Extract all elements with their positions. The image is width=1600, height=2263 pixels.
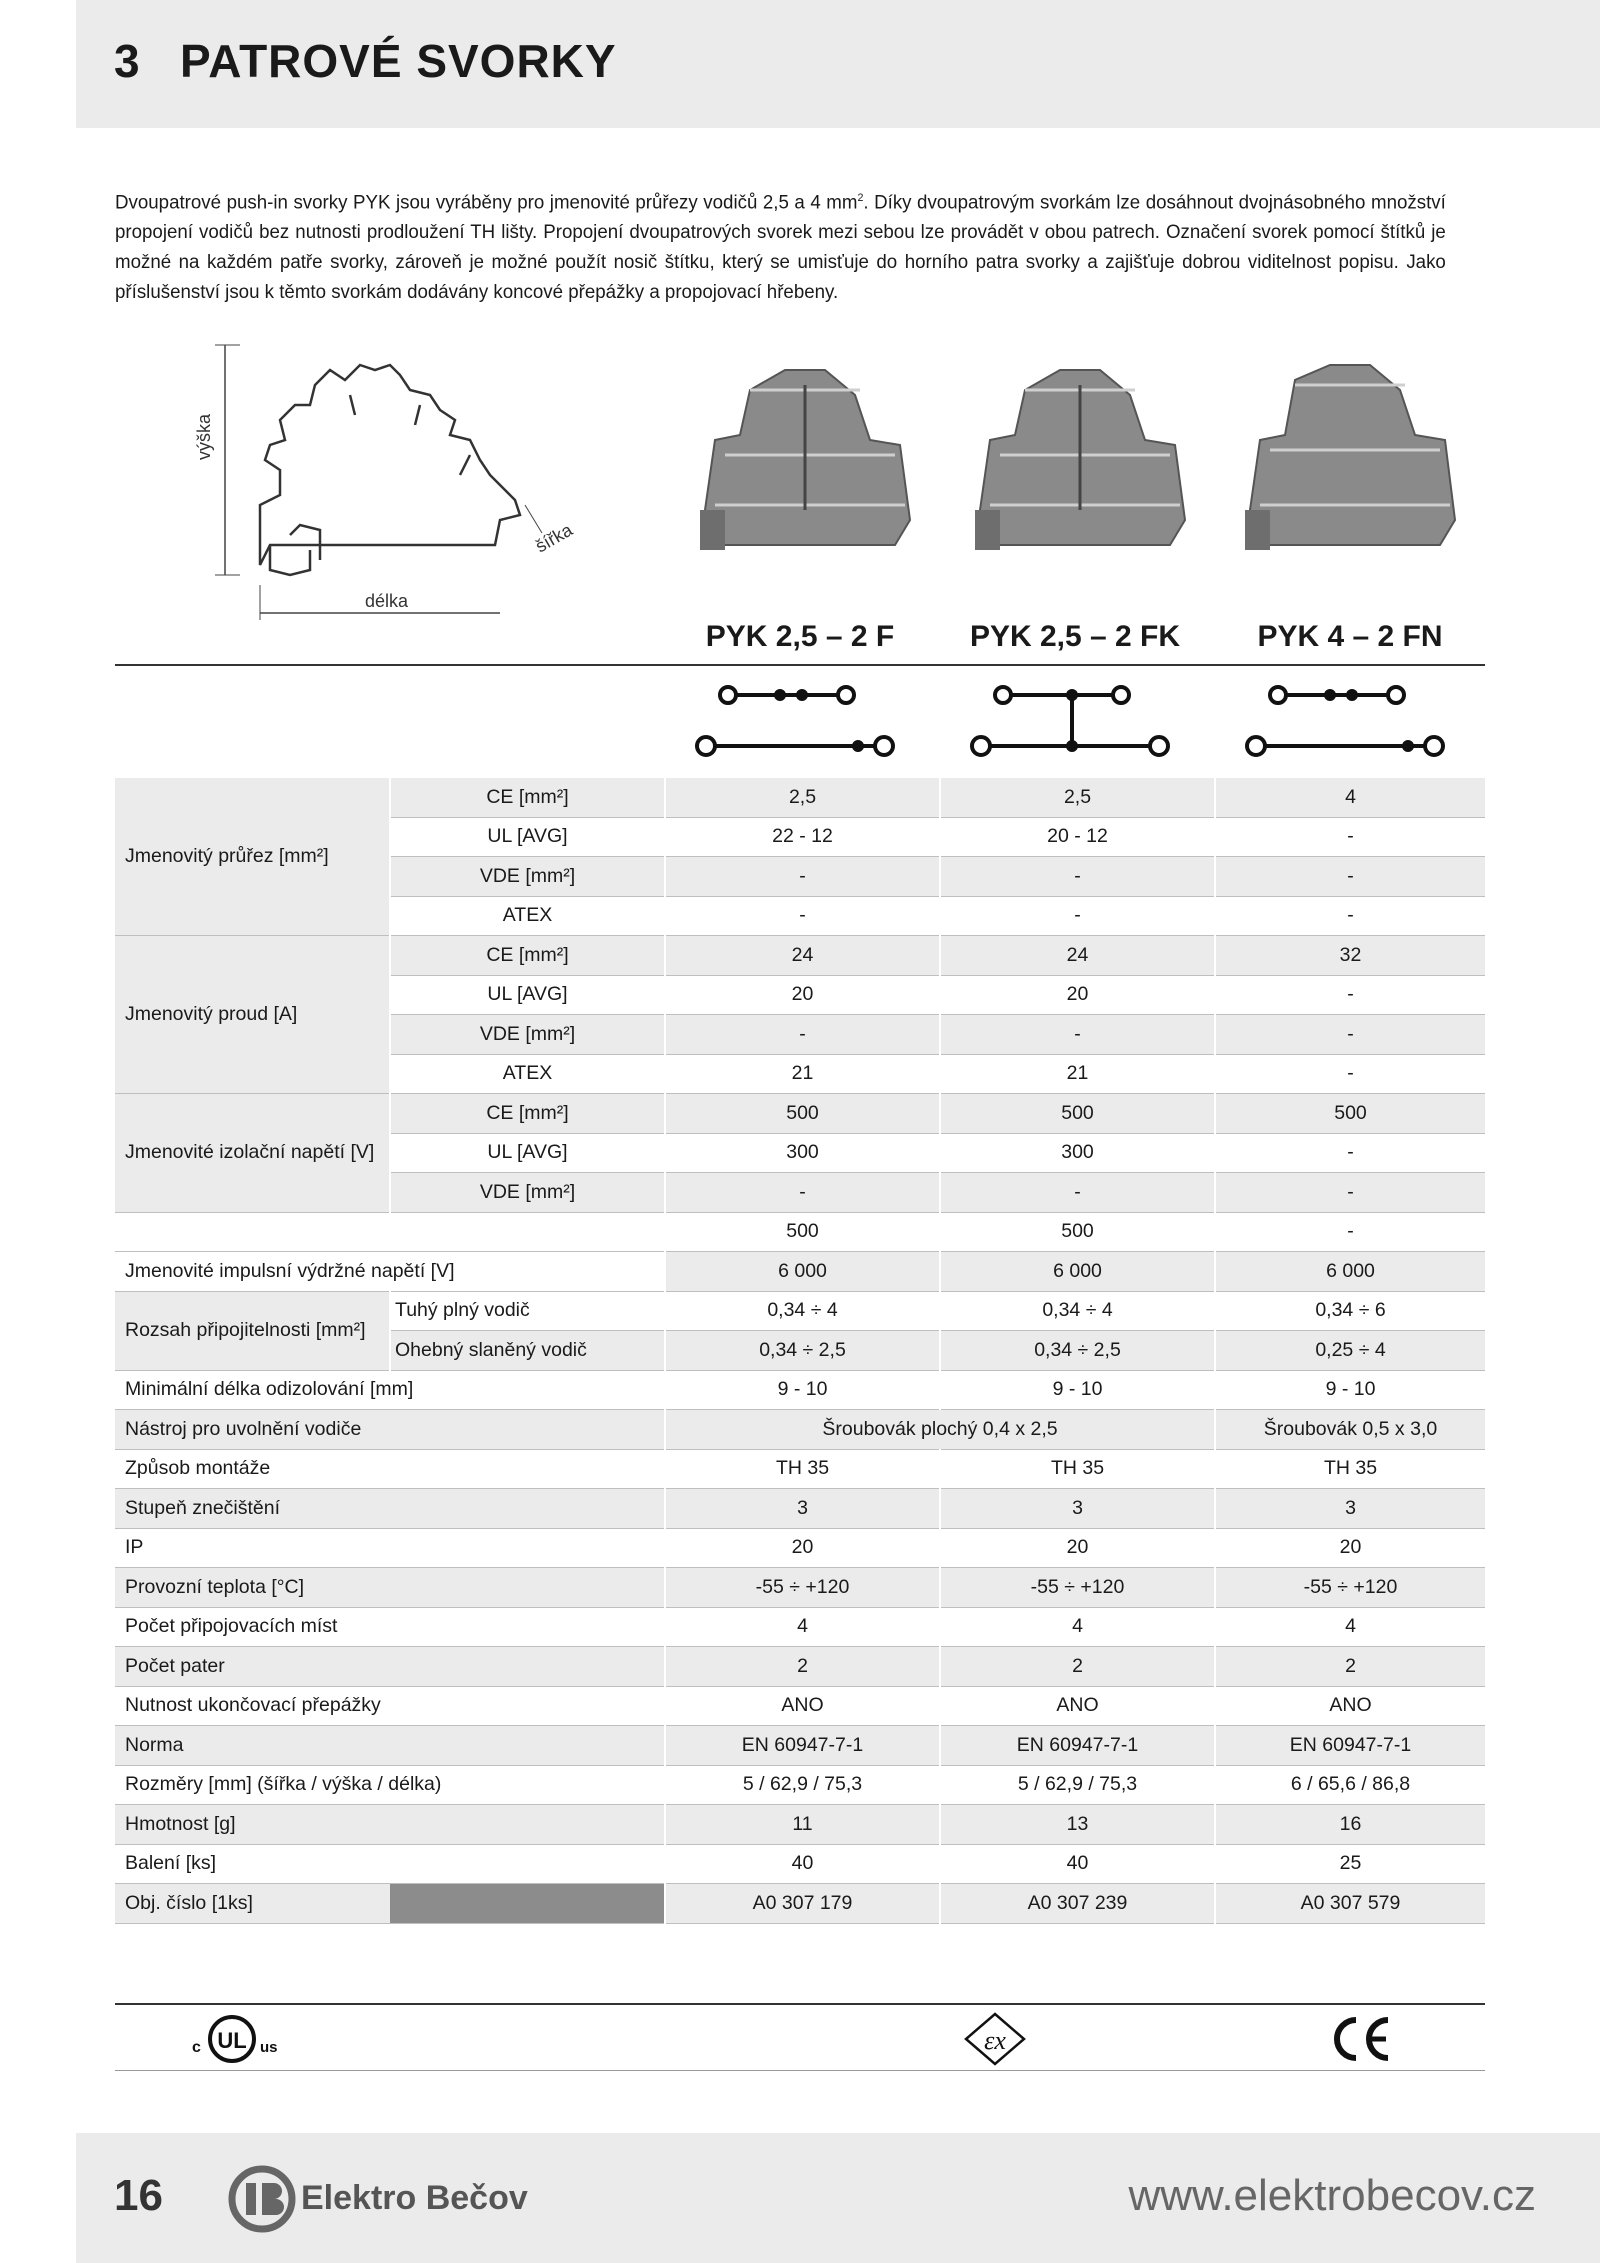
- sub-label: VDE [mm²]: [390, 1173, 665, 1213]
- cell: 20 - 12: [940, 817, 1215, 857]
- header-rule: [115, 664, 1485, 666]
- row-label: Hmotnost [g]: [115, 1805, 665, 1845]
- cell: 2: [1215, 1647, 1485, 1687]
- cell: 300: [665, 1133, 940, 1173]
- cell: 21: [940, 1054, 1215, 1094]
- table-row: [115, 1805, 1485, 1845]
- sub-label: VDE [mm²]: [390, 1015, 665, 1055]
- cell: A0 307 239: [940, 1884, 1215, 1924]
- cell: 4: [665, 1607, 940, 1647]
- cell: 500: [665, 1094, 940, 1134]
- cell: 20: [665, 975, 940, 1015]
- cell: 500: [665, 1212, 940, 1252]
- cell: 4: [1215, 778, 1485, 817]
- sub-label: ATEX: [390, 896, 665, 936]
- cert-rule-bottom: [115, 2070, 1485, 2071]
- spec-table: [115, 778, 1485, 1924]
- dimension-drawing: [170, 335, 590, 625]
- cell: 40: [665, 1844, 940, 1884]
- cell: -55 ÷ +120: [1215, 1568, 1485, 1608]
- cell: 25: [1215, 1844, 1485, 1884]
- sub-label: Tuhý plný vodič: [390, 1291, 665, 1331]
- blank-cell: [115, 1212, 390, 1252]
- cell: A0 307 179: [665, 1884, 940, 1924]
- cell: 300: [940, 1133, 1215, 1173]
- cell: 21: [665, 1054, 940, 1094]
- cell: -: [1215, 1133, 1485, 1173]
- cell: -: [665, 857, 940, 897]
- cell: 40: [940, 1844, 1215, 1884]
- sub-label: CE [mm²]: [390, 778, 665, 817]
- cell: 0,34 ÷ 2,5: [940, 1331, 1215, 1371]
- cell: 16: [1215, 1805, 1485, 1845]
- section-title: PATROVÉ SVORKY: [180, 35, 617, 87]
- cell: 9 - 10: [1215, 1370, 1485, 1410]
- row-label: Minimální délka odizolování [mm]: [115, 1370, 665, 1410]
- cell: 5 / 62,9 / 75,3: [940, 1765, 1215, 1805]
- cell: 500: [940, 1212, 1215, 1252]
- table-row: [115, 1607, 1485, 1647]
- cell: -55 ÷ +120: [940, 1568, 1215, 1608]
- product-name-3: PYK 4 – 2 FN: [1257, 620, 1443, 653]
- website-link[interactable]: www.elektrobecov.cz: [1128, 2171, 1536, 2220]
- cell: 11: [665, 1805, 940, 1845]
- cell: -: [1215, 896, 1485, 936]
- cell: -: [665, 896, 940, 936]
- product-name-2: PYK 2,5 – 2 FK: [969, 620, 1181, 653]
- cell: -: [1215, 1015, 1485, 1055]
- table-row: [115, 1726, 1485, 1766]
- sub-label: UL [AVG]: [390, 1133, 665, 1173]
- schematic-3: [1240, 678, 1460, 778]
- cell: 5 / 62,9 / 75,3: [665, 1765, 940, 1805]
- table-row: [115, 936, 1485, 976]
- group-label: Jmenovitý proud [A]: [115, 936, 390, 1094]
- sub-label: VDE [mm²]: [390, 857, 665, 897]
- cell: 3: [665, 1489, 940, 1529]
- cell: 32: [1215, 936, 1485, 976]
- atex-certification-icon: [960, 2010, 1030, 2068]
- cell: -55 ÷ +120: [665, 1568, 940, 1608]
- cell: EN 60947-7-1: [940, 1726, 1215, 1766]
- cell: 0,34 ÷ 2,5: [665, 1331, 940, 1371]
- intro-paragraph: Dvoupatrové push-in svorky PYK jsou vyráběny pro jmenovité průřezy vodičů 2,5 a 4 $mm^2$. Díky dvoupatrovým svorkám lze dosáhnout dvojnásobného množství propojení vodičů bez nutnosti prodloužení TH lišty. Propojení dvoupatrových svorek mezi sebou lze provádět v obou patrech. Označení svorek pomocí štítků je možné na každém patře svorky, zároveň je možné použít nosič štítku, který se umisťuje do horního patra svorky a zajišťuje dobrou viditelnost popisu. Jako příslušenství jsou k těmto svorkám dodávány koncové přepážky a propojovací hřebeny.: [115, 192, 1446, 304]
- table-row: [115, 1252, 1485, 1292]
- elektro-becov-logo-icon: [226, 2163, 298, 2235]
- table-row: [115, 1884, 1485, 1924]
- table-row: [115, 1212, 1485, 1252]
- cell: 24: [940, 936, 1215, 976]
- cell: TH 35: [665, 1449, 940, 1489]
- schematic-1: [690, 678, 910, 778]
- row-label: Jmenovité impulsní výdržné napětí [V]: [115, 1252, 665, 1292]
- table-row: [115, 1094, 1485, 1134]
- length-label: délka: [365, 591, 409, 611]
- sub-label: CE [mm²]: [390, 936, 665, 976]
- table-row: [115, 1765, 1485, 1805]
- row-label: Norma: [115, 1726, 665, 1766]
- table-row: [115, 1528, 1485, 1568]
- cell: 20: [940, 1528, 1215, 1568]
- cell: 0,34 ÷ 6: [1215, 1291, 1485, 1331]
- page-number: 16: [114, 2171, 163, 2220]
- cell: 6 000: [665, 1252, 940, 1292]
- cell: 20: [1215, 1528, 1485, 1568]
- table-row: [115, 1370, 1485, 1410]
- cell: 500: [1215, 1094, 1485, 1134]
- cell: 2,5: [665, 778, 940, 817]
- cell: 22 - 12: [665, 817, 940, 857]
- width-label: šířka: [532, 519, 576, 557]
- cell: 6 000: [940, 1252, 1215, 1292]
- table-row: [115, 1291, 1485, 1331]
- sub-label: Ohebný slaněný vodič: [390, 1331, 665, 1371]
- cell: -: [940, 857, 1215, 897]
- row-label: Způsob montáže: [115, 1449, 665, 1489]
- row-label: IP: [115, 1528, 665, 1568]
- cell: EN 60947-7-1: [665, 1726, 940, 1766]
- cell: 24: [665, 936, 940, 976]
- table-row: [115, 1489, 1485, 1529]
- table-row: [115, 1410, 1485, 1450]
- cell: A0 307 579: [1215, 1884, 1485, 1924]
- cell: -: [1215, 817, 1485, 857]
- cell: TH 35: [940, 1449, 1215, 1489]
- group-label: Jmenovitý průřez [mm²]: [115, 778, 390, 936]
- cell: 20: [665, 1528, 940, 1568]
- row-label: Stupeň znečištění: [115, 1489, 665, 1529]
- sub-label: [390, 1212, 665, 1252]
- cell: -: [1215, 1173, 1485, 1213]
- cell: 6 000: [1215, 1252, 1485, 1292]
- row-label: Provozní teplota [°C]: [115, 1568, 665, 1608]
- product-name-1: PYK 2,5 – 2 F: [705, 620, 895, 653]
- group-label: Jmenovité izolační napětí [V]: [115, 1094, 390, 1213]
- cell: Šroubovák plochý 0,4 x 2,5: [665, 1410, 1215, 1450]
- cell: -: [665, 1173, 940, 1213]
- cell: 0,34 ÷ 4: [940, 1291, 1215, 1331]
- product-photo-2: [970, 360, 1190, 555]
- cell: 3: [940, 1489, 1215, 1529]
- cell: -: [940, 1015, 1215, 1055]
- row-label: Nutnost ukončovací přepážky: [115, 1686, 665, 1726]
- cell: ANO: [665, 1686, 940, 1726]
- row-label: Obj. číslo [1ks]: [115, 1884, 390, 1924]
- cell: EN 60947-7-1: [1215, 1726, 1485, 1766]
- ul-certification-icon: [180, 2012, 285, 2066]
- cell: -: [940, 1173, 1215, 1213]
- cell: 9 - 10: [940, 1370, 1215, 1410]
- cell: -: [1215, 857, 1485, 897]
- cell: 6 / 65,6 / 86,8: [1215, 1765, 1485, 1805]
- svg-text:εx: εx: [984, 2026, 1006, 2055]
- row-label: Balení [ks]: [115, 1844, 665, 1884]
- cell: 3: [1215, 1489, 1485, 1529]
- svg-text:UL: UL: [217, 2028, 247, 2053]
- product-photo-3: [1240, 360, 1460, 555]
- sub-label: UL [AVG]: [390, 817, 665, 857]
- brand-name: Elektro Bečov: [301, 2179, 528, 2217]
- dark-cell: [390, 1884, 665, 1924]
- table-row: [115, 1844, 1485, 1884]
- table-row: [115, 1449, 1485, 1489]
- cell: -: [1215, 1212, 1485, 1252]
- cell: 0,34 ÷ 4: [665, 1291, 940, 1331]
- row-label: Počet pater: [115, 1647, 665, 1687]
- row-label: Rozměry [mm] (šířka / výška / délka): [115, 1765, 665, 1805]
- product-photo-1: [695, 360, 915, 555]
- cell: 13: [940, 1805, 1215, 1845]
- cell: 9 - 10: [665, 1370, 940, 1410]
- cell: 2: [940, 1647, 1215, 1687]
- svg-text:us: us: [260, 2039, 278, 2056]
- cell: 0,25 ÷ 4: [1215, 1331, 1485, 1371]
- height-label: výška: [194, 413, 214, 460]
- cell: -: [1215, 975, 1485, 1015]
- sub-label: CE [mm²]: [390, 1094, 665, 1134]
- cell: -: [665, 1015, 940, 1055]
- schematic-2: [965, 678, 1185, 778]
- cell: 4: [940, 1607, 1215, 1647]
- page-header: [76, 0, 1600, 128]
- group-label: Rozsah připojitelnosti [mm²]: [115, 1291, 390, 1370]
- cell: 20: [940, 975, 1215, 1015]
- cell: Šroubovák 0,5 x 3,0: [1215, 1410, 1485, 1450]
- table-row: [115, 1647, 1485, 1687]
- cell: 500: [940, 1094, 1215, 1134]
- ce-certification-icon: [1328, 2014, 1396, 2064]
- table-row: [115, 1686, 1485, 1726]
- svg-text:c: c: [192, 2039, 201, 2056]
- table-row: [115, 1568, 1485, 1608]
- section-number: 3: [114, 35, 141, 87]
- cell: ANO: [940, 1686, 1215, 1726]
- row-label: Nástroj pro uvolnění vodiče: [115, 1410, 665, 1450]
- sub-label: UL [AVG]: [390, 975, 665, 1015]
- sub-label: ATEX: [390, 1054, 665, 1094]
- page-footer: [76, 2133, 1600, 2263]
- cell: TH 35: [1215, 1449, 1485, 1489]
- cell: ANO: [1215, 1686, 1485, 1726]
- cell: -: [1215, 1054, 1485, 1094]
- cell: 2,5: [940, 778, 1215, 817]
- cell: 4: [1215, 1607, 1485, 1647]
- table-row: [115, 778, 1485, 817]
- cert-rule-top: [115, 2003, 1485, 2005]
- cell: -: [940, 896, 1215, 936]
- cell: 2: [665, 1647, 940, 1687]
- row-label: Počet připojovacích míst: [115, 1607, 665, 1647]
